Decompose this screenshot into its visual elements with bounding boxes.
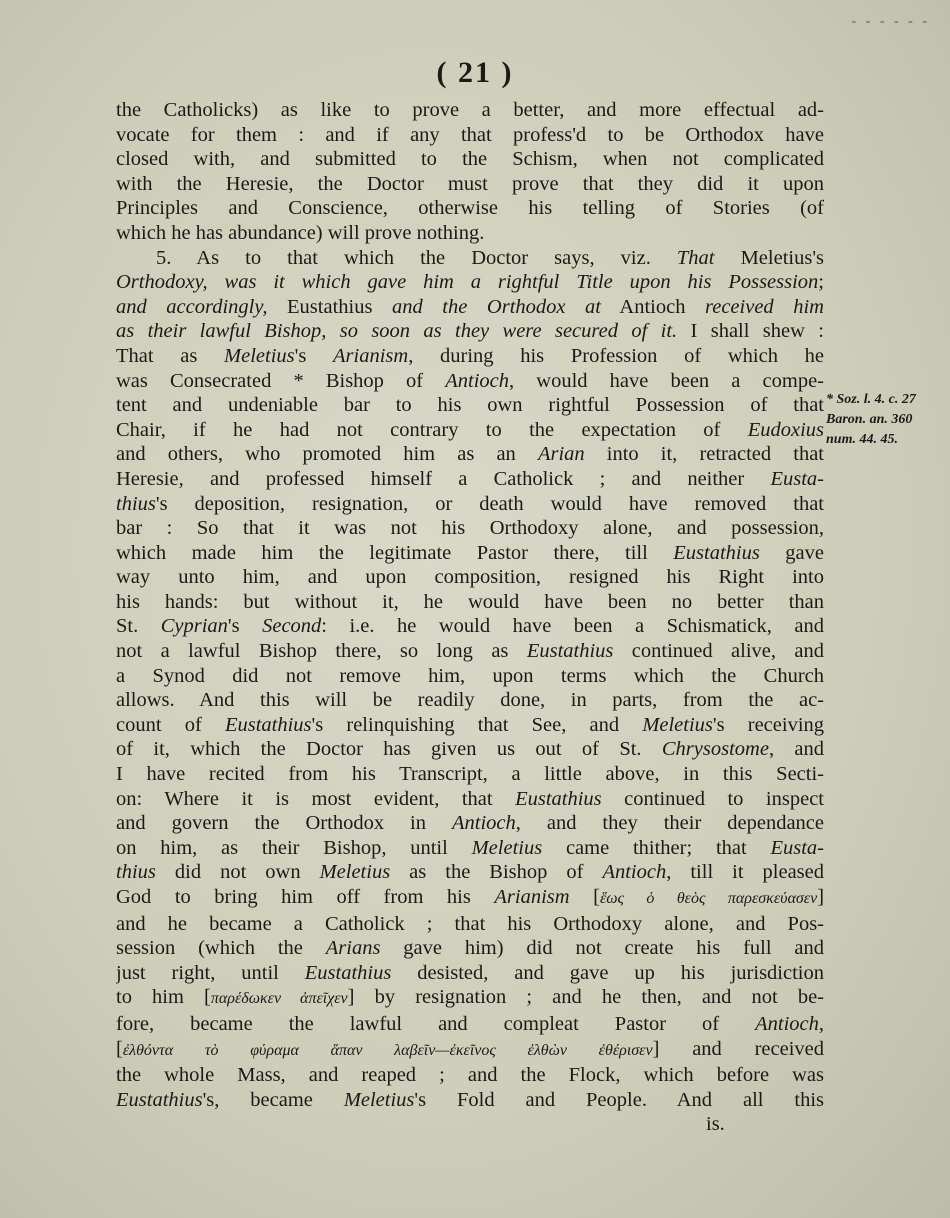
text-run: That as	[116, 344, 225, 367]
italic-text: and the Orthodox at	[392, 295, 601, 318]
italic-text: Meletius	[224, 344, 295, 367]
text-run: into it, retracted that	[584, 443, 824, 466]
text-run: a Synod did not remove him, upon terms which the Church	[116, 664, 824, 687]
text-run: continued alive, and	[613, 640, 824, 663]
text-line	[116, 270, 824, 295]
italic-text: Antioch	[451, 812, 516, 835]
text-line	[116, 688, 824, 713]
text-run: desisted, and gave up his jurisdiction	[391, 961, 824, 984]
italic-text: Eustathius	[515, 787, 602, 810]
text-line	[116, 492, 824, 517]
page-edge-mark: - - - - - -	[851, 14, 930, 29]
body-text	[116, 98, 824, 1137]
text-run: Eustathius	[267, 295, 392, 318]
text-run: Heresie, and professed himself a Catholick ; and neither	[116, 467, 771, 490]
text-line	[116, 319, 824, 344]
text-line	[116, 912, 824, 937]
text-run: 's	[227, 615, 263, 638]
text-run: ;	[818, 271, 824, 294]
text-run: ]	[817, 886, 824, 908]
text-run: as the Bishop of	[390, 861, 603, 884]
text-run: 5. As to that which the Doctor says, viz.	[156, 246, 677, 269]
text-line	[116, 836, 824, 861]
text-run: did not own	[155, 861, 320, 884]
text-run: ,	[818, 1012, 824, 1035]
text-run: God to bring him off from his	[116, 886, 495, 908]
text-run: , and	[768, 738, 824, 761]
italic-text: Arianism	[333, 344, 409, 367]
text-line	[116, 418, 824, 443]
text-line	[116, 221, 824, 246]
text-run: of it, which the Doctor has given us out of St.	[116, 738, 662, 761]
text-line	[116, 467, 824, 492]
text-run: to him [	[116, 986, 211, 1009]
italic-text: Chrysostome	[661, 738, 769, 761]
margin-note	[826, 390, 950, 450]
italic-text: Eustathius	[673, 541, 760, 564]
italic-text: Eustathius	[526, 640, 614, 663]
text-run: 's deposition, resignation, or death would have removed that	[155, 492, 824, 515]
italic-text: Antioch	[755, 1012, 819, 1035]
italic-text: Eusta-	[770, 467, 824, 490]
text-line	[116, 985, 824, 1012]
page-number: ( 21 )	[436, 56, 514, 89]
text-line	[116, 590, 824, 615]
text-run: , and they their dependance	[515, 812, 824, 835]
margin-note-line: Baron. an. 360	[826, 412, 913, 427]
text-line	[116, 961, 824, 986]
italic-text: Eusta-	[770, 836, 824, 859]
text-run: the whole Mass, and reaped ; and the Flock, which before was	[116, 1064, 824, 1087]
text-line	[116, 246, 824, 271]
text-run: just right, until	[116, 961, 305, 984]
greek-quote: ἕως ὁ θεὸς παρεσκεύασεν	[599, 890, 818, 907]
italic-text: Arian	[537, 443, 585, 466]
text-run: count of	[116, 713, 225, 736]
text-run: [	[116, 1037, 123, 1060]
italic-text: Arianism	[494, 886, 570, 908]
margin-note-line: * Soz. l. 4. c. 27	[826, 392, 916, 407]
text-run: I shall shew :	[677, 320, 824, 343]
italic-text: Eustathius	[116, 1088, 203, 1111]
margin-note-line: num. 44. 45.	[826, 432, 898, 447]
text-line	[116, 1012, 824, 1037]
text-line	[116, 762, 824, 787]
text-line	[116, 860, 824, 885]
text-run: , would have been a compe-	[509, 369, 824, 392]
text-line	[116, 541, 824, 566]
italic-text: Antioch	[445, 369, 510, 392]
greek-quote: παρέδωκεν ἀπεῖχεν	[210, 990, 348, 1008]
text-run: closed with, and submitted to the Schism, when not complicated	[116, 148, 824, 171]
text-line	[116, 885, 824, 912]
text-run: continued to inspect	[601, 787, 824, 810]
text-run: bar : So that it was not his Orthodoxy alone, and possession,	[116, 517, 824, 540]
text-line	[116, 737, 824, 762]
text-line	[116, 295, 824, 320]
italic-text: received him	[705, 295, 824, 318]
text-run: , during his Profession of which he	[408, 344, 824, 367]
text-run: allows. And this will be readily done, in parts, from the ac-	[116, 689, 824, 712]
text-line	[116, 565, 824, 590]
text-line	[116, 1088, 824, 1113]
text-line	[116, 664, 824, 689]
text-run: , till it pleased	[666, 861, 824, 884]
text-line	[116, 614, 824, 639]
text-line	[116, 98, 824, 123]
text-run: which made him the legitimate Pastor there, till	[116, 541, 674, 564]
italic-text: That	[676, 246, 715, 269]
italic-text: Eustathius	[224, 713, 312, 736]
text-line	[116, 787, 824, 812]
text-run: gave him) did not create his full and	[380, 937, 824, 960]
text-line	[116, 196, 824, 221]
text-run: is.	[706, 1113, 725, 1136]
text-run: which he has abundance) will prove nothing.	[116, 221, 485, 244]
italic-text: Orthodoxy, was it which gave him a rightful Title upon his Possession	[116, 271, 819, 294]
text-line	[116, 1063, 824, 1088]
italic-text: Meletius	[642, 713, 713, 736]
italic-text: Meletius	[319, 861, 391, 884]
italic-text: Meletius	[471, 836, 543, 859]
text-run: with the Heresie, the Doctor must prove that they did it upon	[116, 172, 824, 195]
text-run: fore, became the lawful and compleat Pastor of	[116, 1012, 756, 1035]
text-line	[116, 369, 824, 394]
italic-text: Antioch	[602, 861, 667, 884]
text-run: ] by resignation ; and he then, and not be-	[347, 986, 824, 1009]
text-run: Antioch	[600, 295, 706, 318]
italic-text: Eudoxius	[747, 418, 824, 441]
text-run: [	[569, 886, 600, 908]
text-run: and govern the Orthodox in	[116, 812, 452, 835]
text-line	[116, 393, 824, 418]
text-run: : i.e. he would have been a Schismatick, and	[321, 615, 824, 638]
text-run: 's, became	[202, 1088, 344, 1111]
text-line	[116, 344, 824, 369]
text-line	[116, 516, 824, 541]
italic-text: Cyprian	[160, 615, 228, 638]
italic-text: Eustathius	[304, 961, 392, 984]
text-run: on: Where it is most evident, that	[116, 787, 516, 810]
text-line	[116, 1037, 824, 1064]
text-line	[116, 147, 824, 172]
text-run: 's relinquishing that See, and	[311, 713, 643, 736]
text-run: 's	[294, 344, 333, 367]
text-line	[116, 811, 824, 836]
text-run: and others, who promoted him as an	[116, 443, 538, 466]
italic-text: Meletius	[343, 1088, 415, 1111]
text-run: and he became a Catholick ; that his Orthodoxy alone, and Pos-	[116, 912, 824, 935]
italic-text: as their lawful Bishop, so soon as they were secured of it.	[116, 320, 678, 343]
text-run: session (which the	[116, 937, 326, 960]
text-run: not a lawful Bishop there, so long as	[116, 640, 527, 663]
text-line	[116, 123, 824, 148]
italic-text: and accordingly,	[116, 295, 268, 318]
text-run: I have recited from his Transcript, a little above, in this Secti-	[116, 763, 824, 786]
text-line	[116, 442, 824, 467]
text-line	[116, 639, 824, 664]
text-line	[116, 1112, 824, 1137]
text-run: Principles and Conscience, otherwise his telling of Stories (of	[116, 197, 824, 220]
text-run: Meletius's	[714, 246, 824, 269]
text-line	[116, 936, 824, 961]
text-run: the Catholicks) as like to prove a better, and more effectual ad-	[116, 99, 824, 121]
text-run: 's receiving	[712, 713, 824, 736]
text-run: 's Fold and People. And all this	[414, 1088, 824, 1111]
italic-text: Arians	[325, 937, 381, 960]
text-run: came thither; that	[542, 836, 771, 859]
italic-text: thius	[116, 861, 156, 884]
text-line	[116, 713, 824, 738]
greek-quote: ἐλθόντα τὸ φύραμα ἅπαν λαβεῖν—ἐκεῖνος ἐλθὼν ἐθέρισεν	[122, 1041, 653, 1059]
text-run: was Consecrated * Bishop of	[116, 369, 446, 392]
text-line	[116, 172, 824, 197]
text-run: his hands: but without it, he would have been no better than	[116, 590, 824, 613]
text-run: tent and undeniable bar to his own rightful Possession of that	[116, 394, 824, 417]
text-run: gave	[759, 541, 824, 564]
text-run: on him, as their Bishop, until	[116, 836, 472, 859]
text-run: vocate for them : and if any that profess'd to be Orthodox have	[116, 123, 824, 146]
text-run: St.	[116, 615, 161, 638]
italic-text: Second	[262, 615, 322, 638]
text-run: ] and received	[652, 1037, 824, 1060]
italic-text: thius	[116, 492, 156, 515]
text-run: way unto him, and upon composition, resigned his Right into	[116, 566, 824, 589]
text-run: Chair, if he had not contrary to the expectation of	[116, 418, 748, 441]
